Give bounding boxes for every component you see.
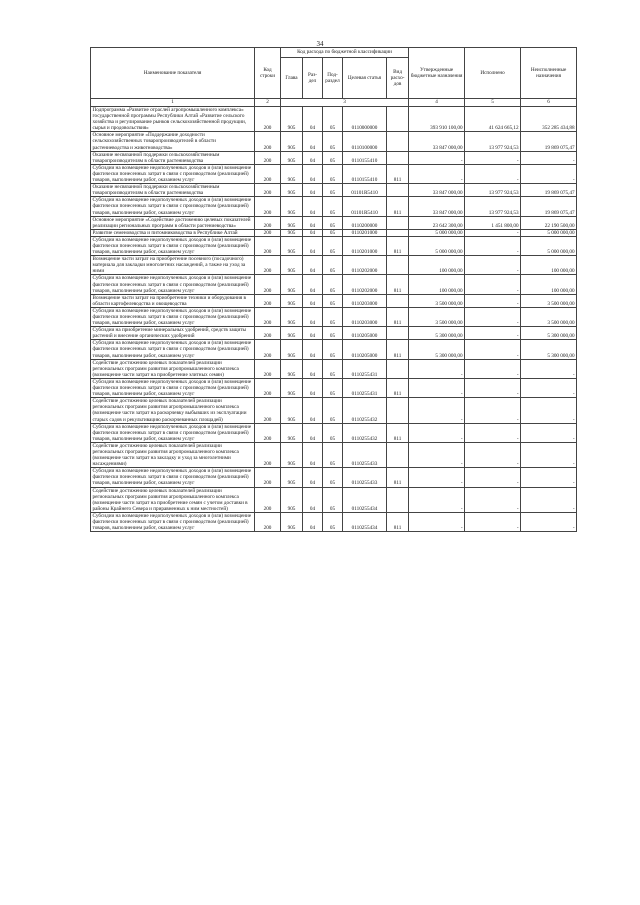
table-row xyxy=(91,398,577,423)
row-glava: 905 xyxy=(281,132,303,151)
row-name: Субсидии на возмещение недополученных доходов и (или) возмещение фактически понесенных затрат в связи с производством (реализацией) товаров, выполнением работ, оказанием услуг xyxy=(91,197,255,216)
row-target: 01101R5410 xyxy=(343,197,387,216)
header-row-top xyxy=(91,48,577,58)
row-approved: - xyxy=(409,423,465,442)
row-expense-type: 811 xyxy=(387,378,409,397)
row-name: Содействие достижению целевых показателей реализации региональных программ развития агропромышленного комплекса (возмещение части затрат на раскорчевку выбывших из эксплуатации старых садов и рекультивацию раскорчеванных площадей) xyxy=(91,398,255,423)
row-executed: - xyxy=(465,256,521,275)
row-name: Субсидии на возмещение недополученных доходов и (или) возмещение фактически понесенных затрат в связи с производством (реализацией) товаров, выполнением работ, оказанием услуг xyxy=(91,236,255,255)
row-target: 0110205000 xyxy=(343,327,387,340)
row-name: Субсидии на возмещение недополученных доходов и (или) возмещение фактически понесенных затрат в связи с производством (реализацией) товаров, выполнением работ, оказанием услуг xyxy=(91,164,255,183)
row-executed: - xyxy=(465,307,521,326)
row-expense-type: 811 xyxy=(387,275,409,294)
row-code: 200 xyxy=(255,229,281,236)
table-row xyxy=(91,275,577,294)
row-target: 0110155410 xyxy=(343,164,387,183)
row-name: Развитие семеноводства и питомниководства в Республике Алтай xyxy=(91,229,255,236)
row-target: 0110202000 xyxy=(343,275,387,294)
row-target: 0110201000 xyxy=(343,236,387,255)
table-row xyxy=(91,216,577,229)
row-target: 0110203000 xyxy=(343,307,387,326)
row-executed: - xyxy=(465,236,521,255)
row-target: 0110201000 xyxy=(343,229,387,236)
row-expense-type xyxy=(387,487,409,512)
row-podrazdel: 05 xyxy=(323,294,343,307)
row-razdel: 04 xyxy=(303,184,323,197)
row-unexecuted: 5 000 000,00 xyxy=(521,236,577,255)
row-name: Возмещение части затрат на приобретение техники и оборудования в области картофелеводства и овощеводства xyxy=(91,294,255,307)
row-target: 0110155410 xyxy=(343,151,387,164)
row-target: 0110255433 xyxy=(343,442,387,467)
row-name: Субсидии на возмещение недополученных доходов и (или) возмещение фактически понесенных затрат в связи с производством (реализацией) товаров, выполнением работ, оказанием услуг xyxy=(91,423,255,442)
row-approved: 5 300 000,00 xyxy=(409,327,465,340)
row-code: 200 xyxy=(255,132,281,151)
row-razdel: 04 xyxy=(303,307,323,326)
row-glava: 905 xyxy=(281,398,303,423)
row-razdel: 04 xyxy=(303,275,323,294)
row-glava: 905 xyxy=(281,487,303,512)
header-razdel: Раз-дел xyxy=(303,58,323,99)
row-approved: 100 000,00 xyxy=(409,275,465,294)
table-row xyxy=(91,294,577,307)
row-approved: 3 500 000,00 xyxy=(409,307,465,326)
row-podrazdel: 05 xyxy=(323,275,343,294)
row-unexecuted: - xyxy=(521,359,577,378)
row-target: 0110255433 xyxy=(343,468,387,487)
row-code: 200 xyxy=(255,327,281,340)
row-unexecuted: 19 869 075,47 xyxy=(521,132,577,151)
row-name: Основное мероприятие «Содействие достижению целевых показателей реализации региональных программ в области растениеводства» xyxy=(91,216,255,229)
row-approved: - xyxy=(409,359,465,378)
row-glava: 905 xyxy=(281,107,303,132)
row-podrazdel: 05 xyxy=(323,164,343,183)
row-glava: 905 xyxy=(281,184,303,197)
row-razdel: 04 xyxy=(303,132,323,151)
row-razdel: 04 xyxy=(303,256,323,275)
col-num: 6 xyxy=(521,99,577,107)
table-row xyxy=(91,359,577,378)
row-razdel: 04 xyxy=(303,468,323,487)
row-expense-type: 811 xyxy=(387,307,409,326)
row-expense-type: 811 xyxy=(387,423,409,442)
row-target: 0110205000 xyxy=(343,340,387,359)
col-num: 5 xyxy=(465,99,521,107)
row-glava: 905 xyxy=(281,378,303,397)
row-glava: 905 xyxy=(281,275,303,294)
row-expense-type xyxy=(387,398,409,423)
row-name: Содействие достижению целевых показателей реализации региональных программ развития агропромышленного комплекса (возмещение части затрат на приобретение элитных семян) xyxy=(91,359,255,378)
row-executed: 13 977 924,53 xyxy=(465,132,521,151)
budget-execution-table xyxy=(90,47,577,532)
row-razdel: 04 xyxy=(303,107,323,132)
row-name: Содействие достижению целевых показателей реализации региональных программ развития агропромышленного комплекса (возмещение части затрат на закладку и уход за многолетними насаждениями) xyxy=(91,442,255,467)
row-executed: - xyxy=(465,151,521,164)
table-row xyxy=(91,327,577,340)
row-expense-type: 811 xyxy=(387,468,409,487)
row-podrazdel: 05 xyxy=(323,340,343,359)
header-approved: Утвержденные бюджетные назначения xyxy=(409,48,465,99)
row-razdel: 04 xyxy=(303,236,323,255)
row-podrazdel: 05 xyxy=(323,359,343,378)
row-target: 0110200000 xyxy=(343,216,387,229)
row-target: 01101R5410 xyxy=(343,184,387,197)
table-row xyxy=(91,307,577,326)
table-row xyxy=(91,197,577,216)
row-approved: - xyxy=(409,512,465,531)
header-target: Целевая статья xyxy=(343,58,387,99)
row-podrazdel: 05 xyxy=(323,229,343,236)
row-code: 200 xyxy=(255,236,281,255)
row-podrazdel: 05 xyxy=(323,184,343,197)
col-num: 2 xyxy=(255,99,281,107)
row-target: 0110255432 xyxy=(343,398,387,423)
row-podrazdel: 05 xyxy=(323,256,343,275)
row-name: Субсидии на возмещение недополученных доходов и (или) возмещение фактически понесенных затрат в связи с производством (реализацией) товаров, выполнением работ, оказанием услуг xyxy=(91,468,255,487)
row-expense-type xyxy=(387,294,409,307)
row-unexecuted: 3 500 000,00 xyxy=(521,307,577,326)
table-row xyxy=(91,229,577,236)
row-code: 200 xyxy=(255,423,281,442)
header-expense-type: Вид расхо-дов xyxy=(387,58,409,99)
row-razdel: 04 xyxy=(303,423,323,442)
row-expense-type: 811 xyxy=(387,197,409,216)
row-code: 200 xyxy=(255,442,281,467)
table-row xyxy=(91,340,577,359)
row-expense-type xyxy=(387,256,409,275)
row-podrazdel: 05 xyxy=(323,398,343,423)
row-approved: 23 642 300,00 xyxy=(409,216,465,229)
row-code: 200 xyxy=(255,216,281,229)
table-row xyxy=(91,423,577,442)
table-row xyxy=(91,442,577,467)
row-code: 200 xyxy=(255,164,281,183)
row-name: Возмещение части затрат на приобретение посевного (посадочного) материала для закладки многолетних насаждений, а также на уход за ними xyxy=(91,256,255,275)
row-name: Субсидии на возмещение недополученных доходов и (или) возмещение фактически понесенных затрат в связи с производством (реализацией) товаров, выполнением работ, оказанием услуг xyxy=(91,512,255,531)
row-name: Субсидии на возмещение недополученных доходов и (или) возмещение фактически понесенных затрат в связи с производством (реализацией) товаров, выполнением работ, оказанием услуг xyxy=(91,340,255,359)
row-name: Оказание несвязанной поддержки сельскохозяйственным товаропроизводителям в области растениеводства xyxy=(91,151,255,164)
row-podrazdel: 05 xyxy=(323,512,343,531)
row-target: 0110255431 xyxy=(343,359,387,378)
row-executed: - xyxy=(465,164,521,183)
table-row xyxy=(91,236,577,255)
row-approved: - xyxy=(409,468,465,487)
col-num: 4 xyxy=(409,99,465,107)
row-expense-type xyxy=(387,184,409,197)
row-code: 200 xyxy=(255,151,281,164)
row-podrazdel: 05 xyxy=(323,423,343,442)
header-row-code: Код строки xyxy=(255,48,281,99)
row-razdel: 04 xyxy=(303,340,323,359)
row-glava: 905 xyxy=(281,327,303,340)
row-name: Субсидии на приобретение минеральных удобрений, средств защиты растений и внесение органических удобрений xyxy=(91,327,255,340)
row-unexecuted: 5 300 000,00 xyxy=(521,327,577,340)
row-unexecuted: - xyxy=(521,442,577,467)
row-razdel: 04 xyxy=(303,512,323,531)
row-glava: 905 xyxy=(281,294,303,307)
row-glava: 905 xyxy=(281,512,303,531)
row-approved: 5 300 000,00 xyxy=(409,340,465,359)
row-executed: - xyxy=(465,487,521,512)
row-podrazdel: 05 xyxy=(323,487,343,512)
row-expense-type: 811 xyxy=(387,340,409,359)
row-unexecuted: 19 869 075,47 xyxy=(521,197,577,216)
row-target: 0110255434 xyxy=(343,512,387,531)
row-executed: - xyxy=(465,340,521,359)
table-row xyxy=(91,487,577,512)
column-number-row xyxy=(91,99,577,107)
row-glava: 905 xyxy=(281,236,303,255)
row-expense-type xyxy=(387,132,409,151)
row-executed: - xyxy=(465,229,521,236)
row-razdel: 04 xyxy=(303,487,323,512)
row-code: 200 xyxy=(255,184,281,197)
header-executed: Исполнено xyxy=(465,48,521,99)
row-podrazdel: 05 xyxy=(323,442,343,467)
col-num: 3 xyxy=(281,99,409,107)
row-code: 200 xyxy=(255,512,281,531)
row-unexecuted: - xyxy=(521,151,577,164)
row-executed: - xyxy=(465,423,521,442)
row-razdel: 04 xyxy=(303,378,323,397)
row-approved: 5 000 000,00 xyxy=(409,236,465,255)
row-approved: 5 000 000,00 xyxy=(409,229,465,236)
row-glava: 905 xyxy=(281,164,303,183)
row-code: 200 xyxy=(255,359,281,378)
row-code: 200 xyxy=(255,294,281,307)
header-unexecuted: Неисполненные назначения xyxy=(521,48,577,99)
row-unexecuted: 19 869 075,47 xyxy=(521,184,577,197)
row-approved: 3 500 000,00 xyxy=(409,294,465,307)
row-expense-type xyxy=(387,151,409,164)
table-row xyxy=(91,378,577,397)
row-approved: - xyxy=(409,378,465,397)
table-row xyxy=(91,107,577,132)
table-row xyxy=(91,132,577,151)
row-code: 200 xyxy=(255,197,281,216)
col-num: 1 xyxy=(91,99,255,107)
row-unexecuted: 5 300 000,00 xyxy=(521,340,577,359)
row-glava: 905 xyxy=(281,359,303,378)
row-target: 0110255432 xyxy=(343,423,387,442)
row-executed: 13 977 924,53 xyxy=(465,184,521,197)
row-expense-type xyxy=(387,442,409,467)
row-razdel: 04 xyxy=(303,398,323,423)
row-name: Субсидии на возмещение недополученных доходов и (или) возмещение фактически понесенных затрат в связи с производством (реализацией) товаров, выполнением работ, оказанием услуг xyxy=(91,307,255,326)
row-podrazdel: 05 xyxy=(323,197,343,216)
row-code: 200 xyxy=(255,398,281,423)
row-target: 0110255431 xyxy=(343,378,387,397)
table-row xyxy=(91,512,577,531)
row-executed: - xyxy=(465,378,521,397)
row-target: 0110000000 xyxy=(343,107,387,132)
row-name: Субсидии на возмещение недополученных доходов и (или) возмещение фактически понесенных затрат в связи с производством (реализацией) товаров, выполнением работ, оказанием услуг xyxy=(91,378,255,397)
row-podrazdel: 05 xyxy=(323,468,343,487)
row-glava: 905 xyxy=(281,256,303,275)
header-budget-class: Код расхода по бюджетной классификации xyxy=(281,48,409,58)
row-razdel: 04 xyxy=(303,216,323,229)
row-name: Оказание несвязанной поддержки сельскохозяйственным товаропроизводителям в области растениеводства xyxy=(91,184,255,197)
table-row xyxy=(91,164,577,183)
row-unexecuted: - xyxy=(521,378,577,397)
row-unexecuted: 100 000,00 xyxy=(521,275,577,294)
row-expense-type xyxy=(387,229,409,236)
table-row xyxy=(91,151,577,164)
row-target: 0110100000 xyxy=(343,132,387,151)
row-executed: 1 451 800,00 xyxy=(465,216,521,229)
row-podrazdel: 05 xyxy=(323,307,343,326)
row-name: Основное мероприятие «Поддержание доходности сельскохозяйственных товаропроизводителей в области растениеводства и животноводства» xyxy=(91,132,255,151)
row-executed: - xyxy=(465,398,521,423)
row-unexecuted: - xyxy=(521,468,577,487)
table-row xyxy=(91,184,577,197)
row-approved: 393 910 100,00 xyxy=(409,107,465,132)
row-unexecuted: - xyxy=(521,398,577,423)
row-code: 200 xyxy=(255,378,281,397)
row-approved: 100 000,00 xyxy=(409,256,465,275)
row-approved: 33 847 000,00 xyxy=(409,197,465,216)
row-name: Содействие достижению целевых показателей реализации региональных программ развития агропромышленного комплекса (возмещение части затрат на приобретение семян с учетом доставки в районы Крайнего Севера и приравненных к ним местностей) xyxy=(91,487,255,512)
row-unexecuted: - xyxy=(521,164,577,183)
row-approved: - xyxy=(409,398,465,423)
page-number: 34 xyxy=(316,40,324,48)
row-expense-type xyxy=(387,359,409,378)
table-row xyxy=(91,256,577,275)
row-glava: 905 xyxy=(281,151,303,164)
row-name: Субсидии на возмещение недополученных доходов и (или) возмещение фактически понесенных затрат в связи с производством (реализацией) товаров, выполнением работ, оказанием услуг xyxy=(91,275,255,294)
row-podrazdel: 05 xyxy=(323,327,343,340)
row-unexecuted: - xyxy=(521,423,577,442)
row-code: 200 xyxy=(255,256,281,275)
row-expense-type: 811 xyxy=(387,512,409,531)
row-razdel: 04 xyxy=(303,151,323,164)
row-razdel: 04 xyxy=(303,229,323,236)
row-approved: - xyxy=(409,487,465,512)
row-executed: - xyxy=(465,294,521,307)
row-razdel: 04 xyxy=(303,197,323,216)
row-executed: - xyxy=(465,275,521,294)
row-podrazdel: 05 xyxy=(323,236,343,255)
row-unexecuted: 5 000 000,00 xyxy=(521,229,577,236)
header-podrazdel: Под-раздел xyxy=(323,58,343,99)
row-approved: - xyxy=(409,164,465,183)
row-podrazdel: 05 xyxy=(323,216,343,229)
row-glava: 905 xyxy=(281,307,303,326)
row-target: 0110255434 xyxy=(343,487,387,512)
row-glava: 905 xyxy=(281,423,303,442)
row-target: 0110203000 xyxy=(343,294,387,307)
row-glava: 905 xyxy=(281,340,303,359)
row-code: 200 xyxy=(255,107,281,132)
row-executed: 41 624 665,12 xyxy=(465,107,521,132)
row-executed: - xyxy=(465,468,521,487)
header-glava: Глава xyxy=(281,58,303,99)
row-unexecuted: 3 500 000,00 xyxy=(521,294,577,307)
row-executed: - xyxy=(465,327,521,340)
row-expense-type: 811 xyxy=(387,236,409,255)
row-approved: - xyxy=(409,442,465,467)
row-expense-type xyxy=(387,216,409,229)
row-glava: 905 xyxy=(281,216,303,229)
row-glava: 905 xyxy=(281,442,303,467)
row-code: 200 xyxy=(255,275,281,294)
row-executed: - xyxy=(465,442,521,467)
row-executed: - xyxy=(465,512,521,531)
row-approved: - xyxy=(409,151,465,164)
row-glava: 905 xyxy=(281,468,303,487)
row-approved: 33 847 000,00 xyxy=(409,184,465,197)
row-razdel: 04 xyxy=(303,442,323,467)
row-executed: 13 977 924,53 xyxy=(465,197,521,216)
row-razdel: 04 xyxy=(303,327,323,340)
row-code: 200 xyxy=(255,487,281,512)
row-unexecuted: - xyxy=(521,487,577,512)
row-expense-type xyxy=(387,327,409,340)
row-name: Подпрограмма «Развитие отраслей агропромышленного комплекса» государственной программы Республики Алтай «Развитие сельского хозяйства и регулирование рынков сельскохозяйственной продукции, сырья и продовольствия» xyxy=(91,107,255,132)
row-glava: 905 xyxy=(281,197,303,216)
row-unexecuted: 352 285 434,88 xyxy=(521,107,577,132)
row-razdel: 04 xyxy=(303,294,323,307)
row-expense-type: 811 xyxy=(387,164,409,183)
row-unexecuted: 22 190 500,00 xyxy=(521,216,577,229)
row-podrazdel: 05 xyxy=(323,151,343,164)
row-razdel: 04 xyxy=(303,164,323,183)
row-glava: 905 xyxy=(281,229,303,236)
header-indicator-name: Наименование показателя xyxy=(91,48,255,99)
row-code: 200 xyxy=(255,340,281,359)
row-podrazdel: 05 xyxy=(323,107,343,132)
row-podrazdel: 05 xyxy=(323,132,343,151)
row-code: 200 xyxy=(255,307,281,326)
row-razdel: 04 xyxy=(303,359,323,378)
row-code: 200 xyxy=(255,468,281,487)
row-unexecuted: - xyxy=(521,512,577,531)
row-approved: 33 847 000,00 xyxy=(409,132,465,151)
row-executed: - xyxy=(465,359,521,378)
row-expense-type xyxy=(387,107,409,132)
row-unexecuted: 100 000,00 xyxy=(521,256,577,275)
table-row xyxy=(91,468,577,487)
row-target: 0110202000 xyxy=(343,256,387,275)
row-podrazdel: 05 xyxy=(323,378,343,397)
